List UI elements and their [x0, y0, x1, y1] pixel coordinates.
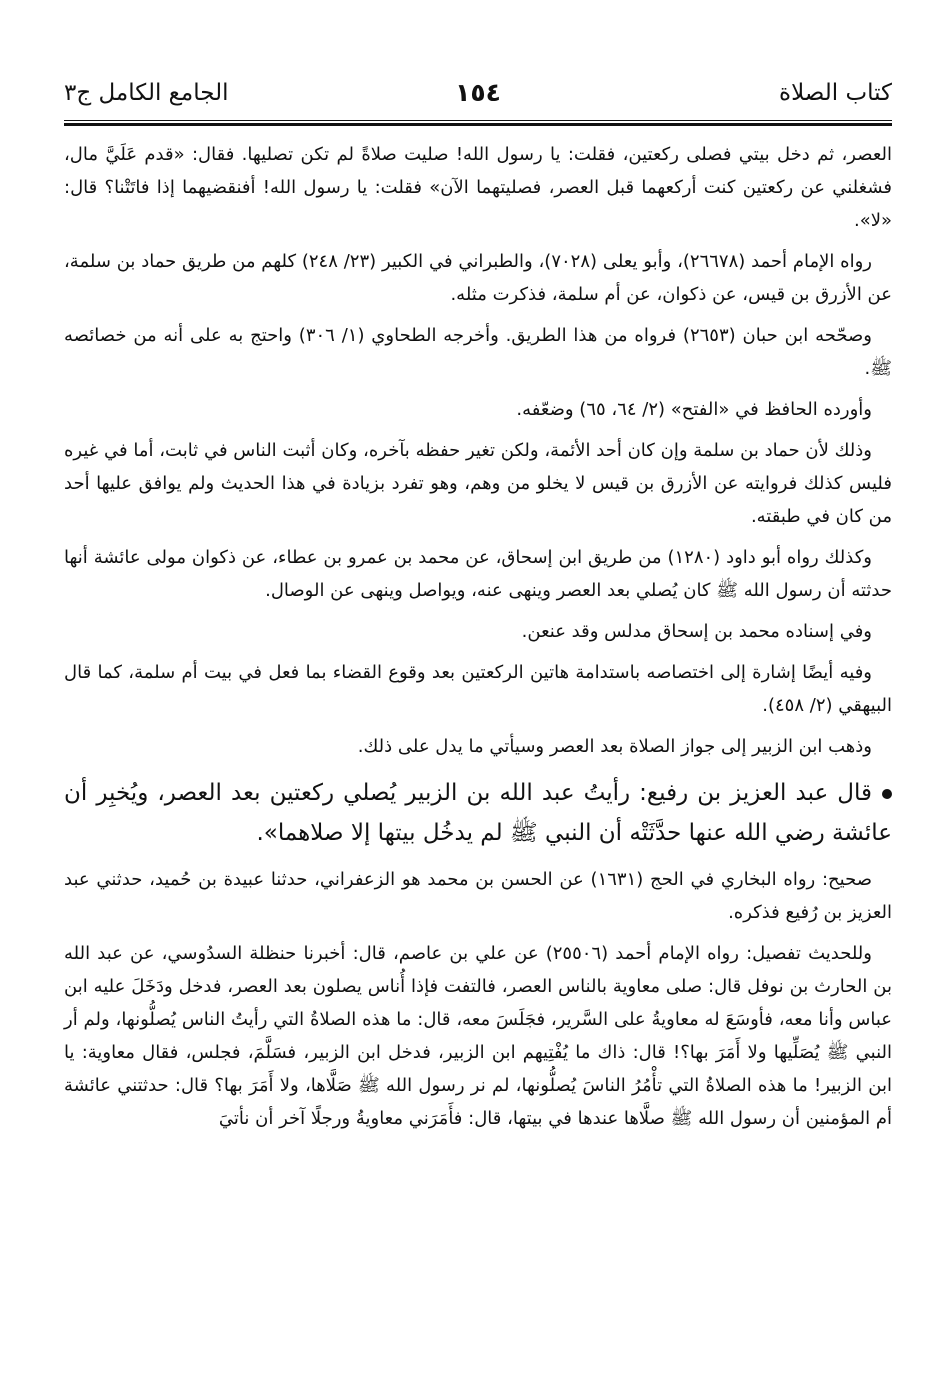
paragraph: رواه الإمام أحمد (٢٦٦٧٨)، وأبو يعلى (٧٠٢٨)، والطبراني في الكبير (٢٣/ ٢٤٨) كلهم من طريق حماد بن سلمة، عن الأزرق بن قيس، عن ذكوان، عن أم سلمة، فذكرت مثله. [64, 251, 892, 305]
document-page [64, 70, 892, 1387]
paragraph: وفيه أيضًا إشارة إلى اختصاصه باستدامة هاتين الركعتين بعد وقوع القضاء بما فعل في بيت أم سلمة، كما قال البيهقي (٢/ ٤٥٨). [64, 662, 892, 716]
paragraph: وكذلك رواه أبو داود (١٢٨٠) من طريق ابن إسحاق، عن محمد بن عمرو بن عطاء، عن ذكوان مولى عائشة أنها حدثته أن رسول الله ﷺ كان يُصلي بعد العصر وينهى عنه، ويواصل وينهى عن الوصال. [64, 547, 892, 601]
paragraph: العصر، ثم دخل بيتي فصلى ركعتين، فقلت: يا رسول الله! صليت صلاةً لم تكن تصليها. فقال: «قدم عَلَيَّ مال، فشغلني عن ركعتين كنت أركعهما قبل العصر، فصليتهما الآن» فقلت: يا رسول الله! أفنقضيهما إذا فاتَتْنا؟ قال: «لا». [64, 144, 892, 231]
header-divider [64, 120, 892, 126]
page-number: ١٥٤ [455, 78, 501, 107]
paragraph: وللحديث تفصيل: رواه الإمام أحمد (٢٥٥٠٦) عن علي بن عاصم، قال: أخبرنا حنظلة السدُوسي، عن عبد الله بن الحارث بن نوفل قال: صلى معاوية بالناس العصر، فالتفت فإذا أُناس يصلون بعد العصر، فدخل ودَخَلَ عليه ابن عباس وأنا معه، فأوسَعَ له معاويةُ على السَّرير، فجَلَسَ معه، قال: ما هذه الصلاةُ التي رأيتُ الناس يُصلُّونها، ولم أر النبي ﷺ يُصَلِّيها ولا أَمَرَ بها؟! قال: ذاك ما يُفْتِيهم ابن الزبير، فدخل ابن الزبير، فسَلَّمَ، فجلس، فقال معاوية: يا ابن الزبير! ما هذه الصلاةُ التي تأْمُرُ الناسَ يُصلُّونها، لم نر رسول الله ﷺ صَلَّاها، ولا أَمَرَ بها؟ قال: حدثتني عائشة أم المؤمنين أن رسول الله ﷺ صلَّاها عندها في بيتها، قال: فأَمَرَني معاويةُ ورجلًا آخر أن نأتيَ [64, 943, 892, 1129]
paragraph: وذلك لأن حماد بن سلمة وإن كان أحد الأئمة، ولكن تغير حفظه بآخره، وكان أثبت الناس في ثابت، أما في غيره فليس كذلك فروايته عن الأزرق بن قيس لا يخلو من وهم، وهو تفرد بزيادة في هذا الحديث ولم يوافق عليها أحد من كان في طبقته. [64, 440, 892, 527]
page-header [64, 70, 892, 116]
book-title: كتاب الصلاة [779, 80, 892, 106]
paragraph: وفي إسناده محمد بن إسحاق مدلس وقد عنعن. [521, 621, 872, 642]
hadith-text [64, 773, 892, 853]
bullet-icon [882, 789, 892, 799]
hadith-content: قال عبد العزيز بن رفيع: رأيتُ عبد الله بن الزبير يُصلي ركعتين بعد العصر، ويُخبِر أن عائشة رضي الله عنها حدَّثَتْه أن النبي ﷺ لم يدخُل بيتها إلا صلاهما». [64, 780, 892, 846]
paragraph: وذهب ابن الزبير إلى جواز الصلاة بعد العصر وسيأتي ما يدل على ذلك. [357, 736, 872, 757]
chapter-title: الجامع الكامل ج٣ [64, 80, 229, 106]
paragraph: وصحّحه ابن حبان (٢٦٥٣) فرواه من هذا الطريق. وأخرجه الطحاوي (١/ ٣٠٦) واحتج به على أنه من خصائصه ﷺ. [64, 325, 892, 379]
paragraph: صحيح: رواه البخاري في الحج (١٦٣١) عن الحسن بن محمد هو الزعفراني، حدثنا عبيدة بن حُميد، حدثني عبد العزيز بن رُفيع فذكره. [64, 869, 892, 923]
body-text [64, 138, 892, 1135]
paragraph: وأورده الحافظ في «الفتح» (٢/ ٦٤، ٦٥) وضعّفه. [516, 399, 872, 420]
